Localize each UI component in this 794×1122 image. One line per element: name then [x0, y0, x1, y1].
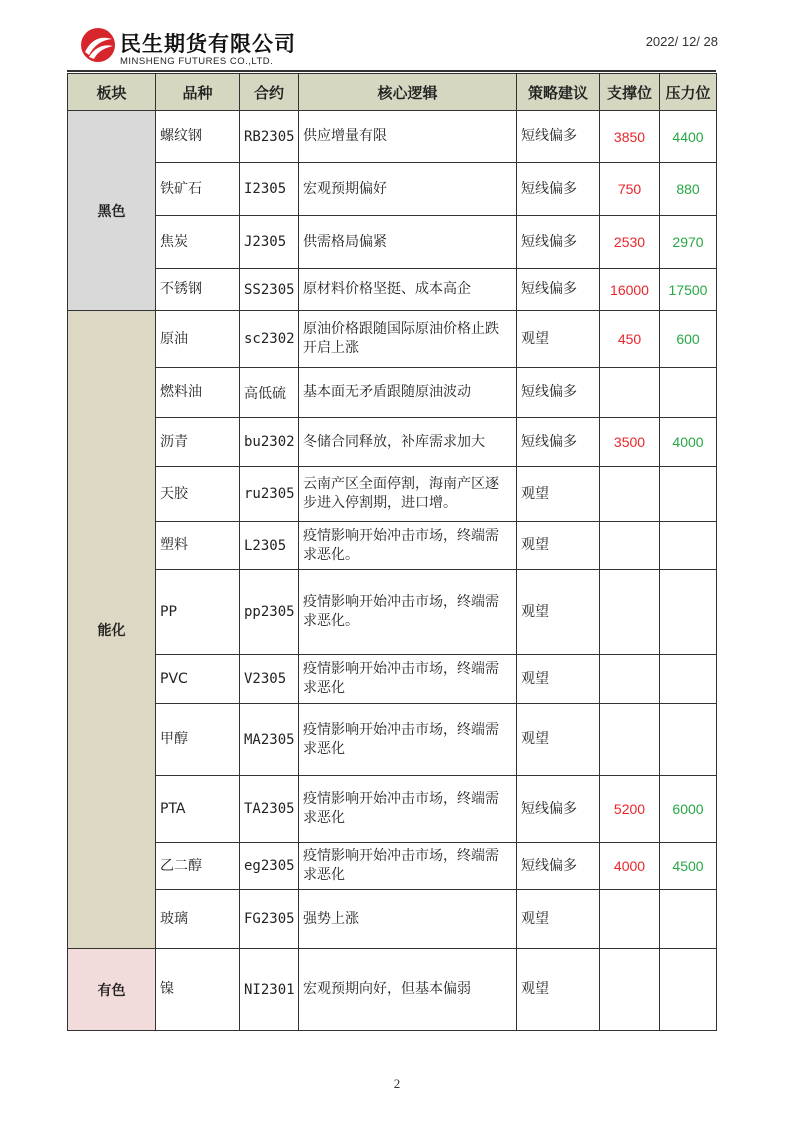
page-number: 2 [393, 1076, 401, 1091]
table-row [68, 776, 717, 843]
support-cell [600, 467, 660, 522]
resistance-cell: 6000 [660, 776, 717, 843]
resistance-cell [660, 522, 717, 570]
logic-cell: 原材料价格坚挺、成本高企 [299, 269, 517, 311]
sector-nonferrous: 有色 [68, 949, 156, 1031]
strategy-cell: 观望 [517, 522, 600, 570]
product-cell: 甲醇 [156, 704, 240, 776]
support-cell [600, 704, 660, 776]
resistance-cell: 4000 [660, 418, 717, 467]
strategy-cell: 观望 [517, 949, 600, 1031]
company-name-en: MINSHENG FUTURES CO.,LTD. [120, 56, 274, 67]
resistance-cell [660, 655, 717, 704]
logic-cell: 强势上涨 [299, 890, 517, 949]
resistance-cell: 4500 [660, 843, 717, 890]
product-cell: 螺纹钢 [156, 111, 240, 163]
contract-cell: FG2305 [240, 890, 299, 949]
strategy-cell: 观望 [517, 311, 600, 368]
logic-cell: 宏观预期偏好 [299, 163, 517, 216]
strategy-cell: 短线偏多 [517, 776, 600, 843]
strategy-cell: 短线偏多 [517, 269, 600, 311]
product-cell: 焦炭 [156, 216, 240, 269]
support-cell: 4000 [600, 843, 660, 890]
table-row [68, 522, 717, 570]
resistance-cell [660, 704, 717, 776]
resistance-cell: 600 [660, 311, 717, 368]
contract-cell: J2305 [240, 216, 299, 269]
product-cell: PP [156, 570, 240, 655]
strategy-cell: 观望 [517, 467, 600, 522]
logic-cell: 疫情影响开始冲击市场，终端需求恶化。 [299, 570, 517, 655]
support-cell: 5200 [600, 776, 660, 843]
product-cell: 塑料 [156, 522, 240, 570]
support-cell: 2530 [600, 216, 660, 269]
support-cell [600, 655, 660, 704]
contract-cell: 高低硫 [240, 368, 299, 418]
table-row [68, 467, 717, 522]
logic-cell: 疫情影响开始冲击市场，终端需求恶化。 [299, 522, 517, 570]
support-cell [600, 949, 660, 1031]
contract-cell: bu2302 [240, 418, 299, 467]
contract-cell: MA2305 [240, 704, 299, 776]
col-header-contract: 合约 [240, 74, 299, 111]
support-cell: 3500 [600, 418, 660, 467]
table-row [68, 418, 717, 467]
support-cell [600, 522, 660, 570]
table-row [68, 111, 717, 163]
strategy-cell: 短线偏多 [517, 111, 600, 163]
support-cell: 750 [600, 163, 660, 216]
contract-cell: SS2305 [240, 269, 299, 311]
logic-cell: 疫情影响开始冲击市场，终端需求恶化 [299, 776, 517, 843]
contract-cell: RB2305 [240, 111, 299, 163]
strategy-cell: 短线偏多 [517, 163, 600, 216]
product-cell: 燃料油 [156, 368, 240, 418]
product-cell: 乙二醇 [156, 843, 240, 890]
table-header-row [68, 74, 717, 111]
strategy-cell: 观望 [517, 655, 600, 704]
table-row [68, 949, 717, 1031]
resistance-cell: 17500 [660, 269, 717, 311]
strategy-cell: 短线偏多 [517, 418, 600, 467]
product-cell: 镍 [156, 949, 240, 1031]
contract-cell: I2305 [240, 163, 299, 216]
header-rule [67, 70, 716, 72]
col-header-sector: 板块 [68, 74, 156, 111]
logic-cell: 原油价格跟随国际原油价格止跌开启上涨 [299, 311, 517, 368]
product-cell: 沥青 [156, 418, 240, 467]
support-cell [600, 890, 660, 949]
product-cell: 原油 [156, 311, 240, 368]
resistance-cell: 2970 [660, 216, 717, 269]
resistance-cell [660, 467, 717, 522]
table-row [68, 269, 717, 311]
product-cell: PVC [156, 655, 240, 704]
strategy-cell: 短线偏多 [517, 216, 600, 269]
table-row [68, 843, 717, 890]
sector-energy-chem: 能化 [68, 311, 156, 949]
logic-cell: 疫情影响开始冲击市场，终端需求恶化 [299, 655, 517, 704]
product-cell: 铁矿石 [156, 163, 240, 216]
strategy-cell: 观望 [517, 570, 600, 655]
col-header-support: 支撑位 [600, 74, 660, 111]
col-header-strategy: 策略建议 [517, 74, 600, 111]
product-cell: PTA [156, 776, 240, 843]
company-logo-icon [80, 27, 116, 63]
contract-cell: NI2301 [240, 949, 299, 1031]
resistance-cell: 4400 [660, 111, 717, 163]
product-cell: 不锈钢 [156, 269, 240, 311]
logic-cell: 疫情影响开始冲击市场，终端需求恶化 [299, 704, 517, 776]
sector-black: 黑色 [68, 111, 156, 311]
contract-cell: L2305 [240, 522, 299, 570]
table-row [68, 655, 717, 704]
table-row [68, 163, 717, 216]
logic-cell: 供应增量有限 [299, 111, 517, 163]
logic-cell: 疫情影响开始冲击市场，终端需求恶化 [299, 843, 517, 890]
table-row [68, 704, 717, 776]
contract-cell: TA2305 [240, 776, 299, 843]
report-date: 2022/ 12/ 28 [645, 34, 718, 49]
support-cell: 3850 [600, 111, 660, 163]
resistance-cell [660, 890, 717, 949]
table-row [68, 216, 717, 269]
table-row [68, 890, 717, 949]
col-header-product: 品种 [156, 74, 240, 111]
resistance-cell: 880 [660, 163, 717, 216]
logic-cell: 宏观预期向好，但基本偏弱 [299, 949, 517, 1031]
strategy-cell: 观望 [517, 890, 600, 949]
logic-cell: 冬储合同释放，补库需求加大 [299, 418, 517, 467]
resistance-cell [660, 570, 717, 655]
contract-cell: sc2302 [240, 311, 299, 368]
strategy-cell: 观望 [517, 704, 600, 776]
contract-cell: eg2305 [240, 843, 299, 890]
strategy-cell: 短线偏多 [517, 368, 600, 418]
contract-cell: pp2305 [240, 570, 299, 655]
company-name-cn: 民生期货有限公司 [120, 32, 296, 56]
logic-cell: 基本面无矛盾跟随原油波动 [299, 368, 517, 418]
support-cell: 16000 [600, 269, 660, 311]
contract-cell: ru2305 [240, 467, 299, 522]
support-cell [600, 368, 660, 418]
table-row [68, 570, 717, 655]
col-header-logic: 核心逻辑 [299, 74, 517, 111]
support-cell [600, 570, 660, 655]
contract-cell: V2305 [240, 655, 299, 704]
product-cell: 玻璃 [156, 890, 240, 949]
logic-cell: 供需格局偏紧 [299, 216, 517, 269]
resistance-cell [660, 949, 717, 1031]
strategy-table [67, 73, 717, 1031]
logic-cell: 云南产区全面停割，海南产区逐步进入停割期，进口增。 [299, 467, 517, 522]
table-row [68, 368, 717, 418]
col-header-resistance: 压力位 [660, 74, 717, 111]
support-cell: 450 [600, 311, 660, 368]
product-cell: 天胶 [156, 467, 240, 522]
table-row [68, 311, 717, 368]
resistance-cell [660, 368, 717, 418]
strategy-cell: 短线偏多 [517, 843, 600, 890]
